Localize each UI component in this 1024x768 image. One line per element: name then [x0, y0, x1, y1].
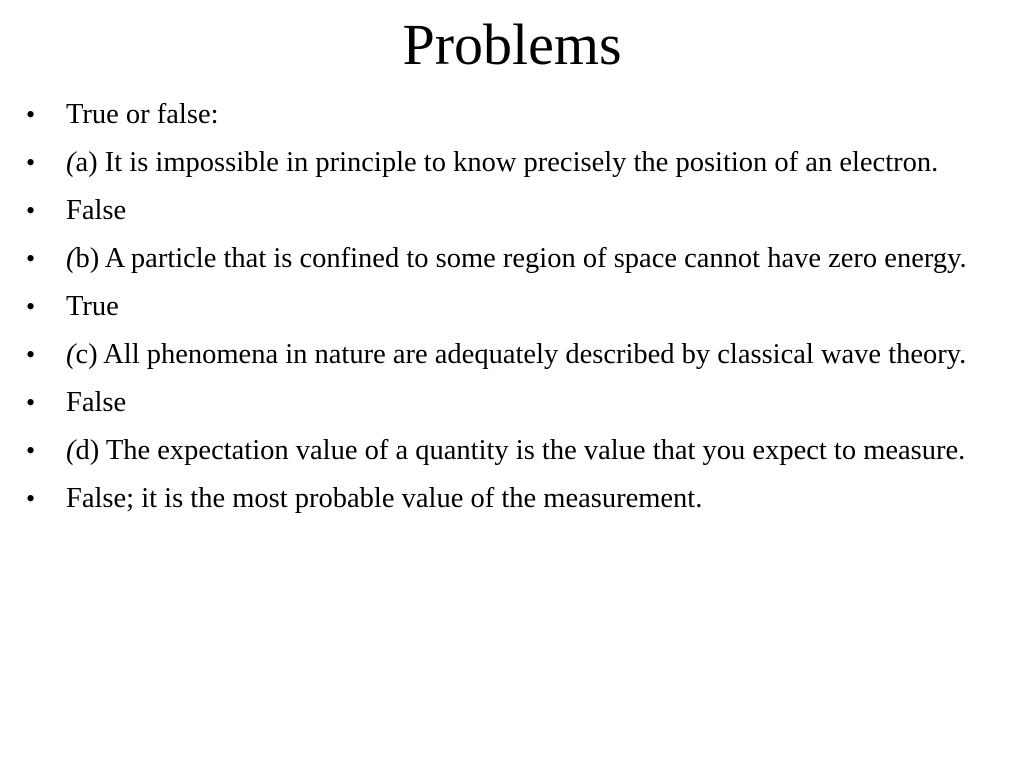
slide-title: Problems: [402, 12, 622, 77]
bullet-dot: •: [26, 292, 36, 321]
bullet-text: d) The expectation value of a quantity is the value that you expect to measure.: [75, 435, 966, 466]
bullet-item-answer-b: [0, 286, 1024, 328]
bullet-dot: •: [26, 436, 36, 465]
question-open-paren: (: [66, 147, 76, 178]
question-open-paren: (: [66, 339, 76, 370]
bullet-text: False; it is the most probable value of the measurement.: [66, 483, 703, 514]
bullet-dot: •: [26, 148, 36, 177]
bullet-item-answer-a: [0, 190, 1024, 232]
bullet-item-answer-d: [0, 478, 1024, 520]
bullet-dot: •: [26, 196, 36, 225]
bullet-item-question-b: [0, 238, 1024, 280]
bullet-dot: •: [26, 244, 36, 273]
bullet-text: b) A particle that is confined to some region of space cannot have zero energy.: [75, 243, 967, 274]
question-open-paren: (: [66, 243, 76, 274]
bullet-item-question-a: [0, 142, 1024, 184]
bullet-text: a) It is impossible in principle to know precisely the position of an electron.: [75, 147, 939, 178]
bullet-dot: •: [26, 388, 36, 417]
bullet-list: [0, 94, 1024, 526]
bullet-text: c) All phenomena in nature are adequately described by classical wave theory.: [75, 339, 967, 370]
bullet-item-true-or-false-prompt: [0, 94, 1024, 136]
question-open-paren: (: [66, 435, 76, 466]
bullet-text: True or false:: [66, 99, 219, 130]
bullet-dot: •: [26, 340, 36, 369]
bullet-dot: •: [26, 100, 36, 129]
bullet-item-answer-c: [0, 382, 1024, 424]
bullet-item-question-d: [0, 430, 1024, 472]
bullet-item-question-c: [0, 334, 1024, 376]
bullet-dot: •: [26, 484, 36, 513]
bullet-text: True: [66, 291, 119, 322]
bullet-text: False: [66, 387, 127, 418]
bullet-text: False: [66, 195, 127, 226]
